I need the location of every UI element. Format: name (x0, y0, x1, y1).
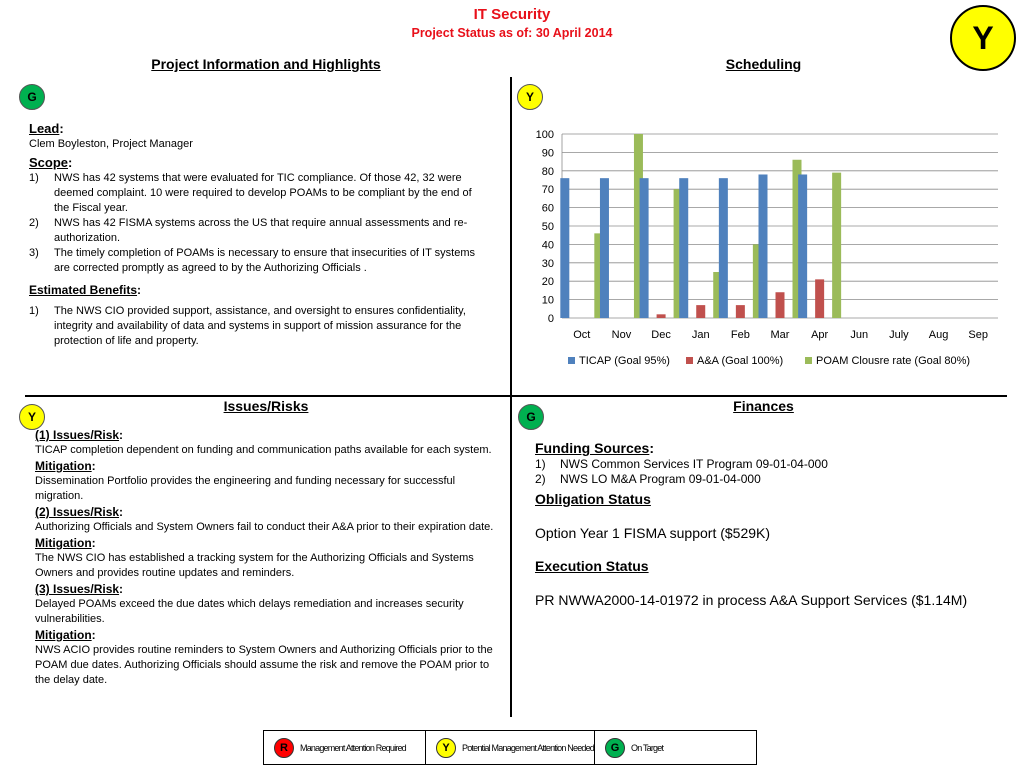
legend-green-text: On Target (631, 742, 664, 753)
funding-list (535, 457, 975, 487)
x-tick-label: Feb (730, 329, 750, 341)
x-tick-label: Mar (770, 329, 790, 341)
bar-0 (759, 174, 768, 318)
legend-item-red (264, 731, 426, 764)
x-tick-label: Sep (968, 329, 988, 341)
mitigation-text: Dissemination Portfolio provides the engineering and funding necessary for successful migration. (35, 475, 456, 502)
project-info-heading: Project Information and Highlights (151, 56, 381, 72)
vertical-divider (510, 77, 512, 717)
bar-0 (719, 178, 728, 318)
report-title: IT Security (473, 6, 551, 23)
funding-item: 2) NWS LO M&A Program 09-01-04-000 (535, 472, 761, 486)
mitigation-label: Mitigation: (35, 536, 96, 550)
issue-label: (3) Issues/Risk: (35, 582, 124, 596)
legend-green-dot: G (605, 738, 625, 758)
finances-heading: Finances (733, 398, 794, 414)
legend-swatch (686, 357, 693, 364)
report-subtitle: Project Status as of: 30 April 2014 (411, 26, 613, 40)
project-info-body (29, 121, 489, 349)
y-tick-label: 20 (541, 276, 554, 289)
scheduling-heading: Scheduling (725, 56, 802, 72)
x-tick-label: July (889, 329, 909, 341)
legend-swatch (805, 357, 812, 364)
lead-label: Lead: (29, 121, 64, 136)
benefits-list (29, 304, 489, 349)
chart-y-ticks (536, 129, 554, 325)
legend-yellow-text: Potential Management Attention Needed (462, 742, 595, 753)
issue-text: Delayed POAMs exceed the due dates which delays remediation and increases security vulnerabilities. (35, 598, 464, 625)
bar-1 (657, 314, 666, 318)
legend-swatch (568, 357, 575, 364)
mitigation-text: The NWS CIO has established a tracking system for the Authorizing Officials and Systems Owners and provides routine updates and reminders. (35, 552, 474, 579)
legend-label: POAM Clousre rate (Goal 80%) (816, 355, 971, 367)
x-tick-label: Jan (691, 329, 710, 341)
x-tick-label: Nov (611, 329, 632, 341)
bar-0 (600, 178, 609, 318)
y-tick-label: 40 (541, 239, 554, 252)
issue-text: Authorizing Officials and System Owners fail to conduct their A&A prior to their expiration date. (35, 521, 494, 533)
legend-yellow-dot: Y (436, 738, 456, 758)
y-tick-label: 90 (541, 147, 554, 160)
chart-legend (568, 355, 970, 367)
y-tick-label: 80 (541, 165, 554, 178)
issues-body (35, 427, 495, 688)
x-tick-label: Oct (573, 329, 591, 341)
y-tick-label: 30 (541, 257, 554, 270)
y-tick-label: 0 (547, 313, 554, 325)
obligation-label: Obligation Status (535, 491, 651, 507)
benefits-label: Estimated Benefits: (29, 283, 142, 297)
funding-item: 1) NWS Common Services IT Program 09-01-04-000 (535, 457, 828, 471)
issue-label: (1) Issues/Risk: (35, 428, 124, 442)
benefits-item: 1) The NWS CIO provided support, assistance, and oversight to ensures confidentiality, integrity and availability of data and systems in support of mission assurance for the protection of life and property. (29, 305, 466, 347)
lead-value: Clem Boyleston, Project Manager (29, 138, 193, 150)
scheduling-status: Y (517, 84, 543, 110)
execution-label: Execution Status (535, 558, 649, 574)
legend-red-text: Management Attention Required (300, 742, 406, 753)
bar-0 (679, 178, 688, 318)
finances-status: G (518, 404, 544, 430)
y-tick-label: 60 (541, 202, 554, 215)
y-tick-label: 50 (541, 221, 554, 233)
project-info-status: G (19, 84, 45, 110)
bar-1 (815, 279, 824, 318)
legend-red-dot: R (274, 738, 294, 758)
mitigation-text: NWS ACIO provides routine reminders to System Owners and Authorizing Officials prior to the POAM due dates. Authorizing Officials should assume the risk and remove the POAM prior to the delay date. (35, 644, 493, 686)
legend-label: A&A (Goal 100%) (697, 355, 784, 367)
x-tick-label: Aug (928, 329, 949, 341)
issues-status: Y (19, 404, 45, 430)
execution-text: PR NWWA2000-14-01972 in process A&A Support Services ($1.14M) (535, 592, 968, 608)
y-tick-label: 70 (541, 184, 554, 197)
obligation-text: Option Year 1 FISMA support ($529K) (535, 525, 771, 541)
issue-text: TICAP completion dependent on funding and communication paths available for each system. (35, 444, 492, 456)
scope-item: 2) NWS has 42 FISMA systems across the US that require annual assessments and re-authorization. (29, 217, 468, 244)
bar-1 (776, 292, 785, 318)
funding-label: Funding Sources: (535, 440, 655, 456)
bar-1 (696, 305, 705, 318)
x-tick-label: Dec (651, 329, 671, 341)
chart-grid (562, 134, 998, 318)
mitigation-label: Mitigation: (35, 628, 96, 642)
status-legend (263, 730, 757, 765)
issue-block (35, 504, 495, 581)
bar-0 (798, 174, 807, 318)
legend-label: TICAP (Goal 95%) (579, 355, 670, 367)
x-tick-label: Apr (811, 329, 829, 341)
scope-item: 1) NWS has 42 systems that were evaluated for TIC compliance. Of those 42, 32 were deemed complaint. 10 were required to develop POAMs to be compliant by the end of the Fiscal year. (29, 172, 472, 214)
y-tick-label: 10 (541, 294, 554, 307)
overall-status-indicator: Y (950, 5, 1016, 71)
issue-block (35, 427, 495, 504)
scope-item: 3) The timely completion of POAMs is necessary to ensure that insecurities of IT systems are corrected promptly as agreed to by the Authorizing Officials . (29, 247, 476, 274)
finances-body (535, 440, 975, 609)
scope-list (29, 171, 489, 276)
horizontal-divider (25, 395, 1007, 397)
bar-2 (832, 173, 841, 318)
legend-item-yellow (426, 731, 595, 764)
issues-heading: Issues/Risks (223, 398, 309, 414)
issue-label: (2) Issues/Risk: (35, 505, 124, 519)
y-tick-label: 100 (535, 129, 554, 141)
legend-item-green (595, 731, 756, 764)
mitigation-label: Mitigation: (35, 459, 96, 473)
bar-0 (560, 178, 569, 318)
scope-label: Scope: (29, 155, 73, 170)
x-tick-label: Jun (850, 329, 869, 341)
bar-0 (640, 178, 649, 318)
issue-block (35, 581, 495, 688)
chart-x-ticks (573, 329, 988, 341)
scheduling-chart (520, 122, 1010, 382)
bar-1 (736, 305, 745, 318)
